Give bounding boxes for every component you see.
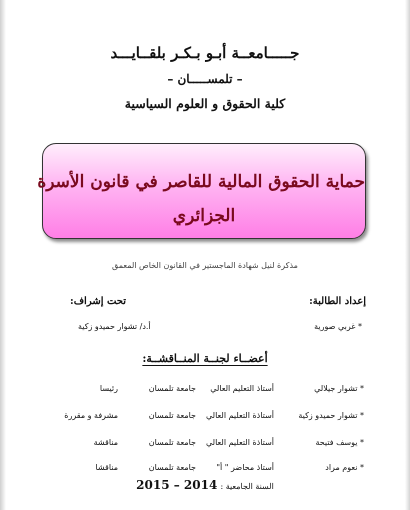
thesis-title-line-1: حماية الحقوق المالية للقاصر في قانون الأسرة [37, 172, 365, 192]
member-name: * يوسف فتيحة [315, 438, 364, 447]
member-rank: أستاذة التعليم العالي [206, 438, 274, 447]
academic-year-label: السنة الجامعية : [220, 482, 274, 491]
supervisor-label: تحت إشراف: [70, 296, 127, 307]
committee-heading-text: أعضــاء لجنــة المنــاقشــة: [142, 352, 268, 365]
academic-year-value: 2014 – 2015 [136, 478, 218, 492]
committee-row [0, 438, 410, 454]
member-role: مشرفة و مقررة [64, 411, 118, 420]
member-name: * تشوار حميدو زكية [298, 411, 364, 420]
committee-row [0, 384, 410, 400]
member-role: مناقشا [95, 463, 118, 472]
member-rank: أستاذ محاضر " أ" [216, 463, 274, 472]
committee-heading [0, 352, 410, 365]
member-name: * نعوم مراد [325, 463, 364, 472]
member-rank: أستاذ التعليم العالي [210, 384, 274, 393]
member-university: جامعة تلمسان [148, 384, 196, 393]
thesis-title-line-2: الجزائري [172, 206, 236, 226]
committee-row [0, 463, 410, 479]
faculty-name: كلية الحقوق و العلوم السياسية [124, 96, 286, 111]
thesis-title-box [37, 143, 366, 239]
memo-note: مذكرة لنيل شهادة الماجستير في القانون الخاص المعمق [112, 261, 298, 270]
city-name: – تلمســـــان – [167, 72, 243, 86]
member-university: جامعة تلمسان [148, 463, 196, 472]
university-name: جـــــامعــة أبـو بـكـر بلقــايـــد [110, 44, 300, 62]
supervisor-name: أ.د/ تشوار حميدو زكية [78, 322, 151, 331]
student-name: * غربي صورية [314, 322, 362, 331]
academic-year [0, 478, 410, 492]
member-university: جامعة تلمسان [148, 438, 196, 447]
committee-row [0, 411, 410, 427]
student-label: إعداد الطالبة: [309, 296, 366, 307]
member-university: جامعة تلمسان [148, 411, 196, 420]
member-rank: أستاذة التعليم العالي [206, 411, 274, 420]
member-role: مناقشة [93, 438, 118, 447]
member-role: رئيسا [99, 384, 118, 393]
member-name: * تشوار جيلالي [314, 384, 364, 393]
